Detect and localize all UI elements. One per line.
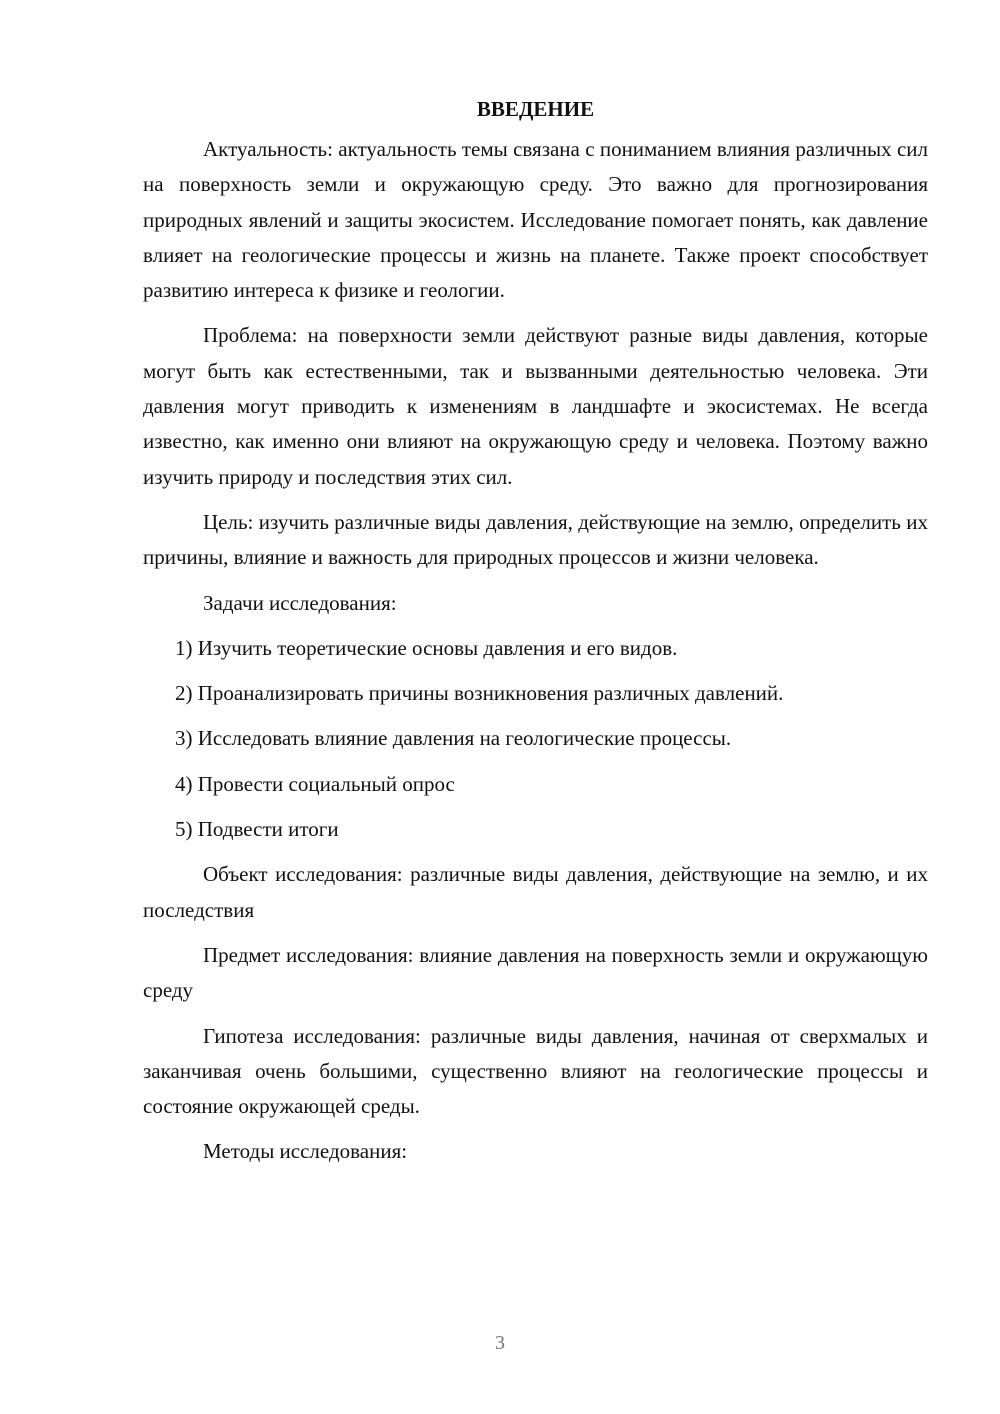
document-body	[143, 92, 928, 1180]
tasks-heading: Задачи исследования:	[203, 590, 397, 615]
list-item: 5) Подвести итоги	[175, 817, 339, 842]
goal-paragraph: Цель: изучить различные виды давления, действующие на землю, определить их причины, влияние и важность для природных процессов и жизни человека.	[143, 509, 928, 570]
list-item: 2) Проанализировать причины возникновения различных давлений.	[175, 681, 784, 706]
page-number: 3	[495, 1332, 505, 1354]
tasks-list	[143, 631, 928, 847]
object-paragraph: Объект исследования: различные виды давления, действующие на землю, и их последствия	[143, 862, 928, 922]
subject-paragraph: Предмет исследования: влияние давления на поверхность земли и окружающую среду	[143, 942, 928, 1003]
relevance-paragraph: Актуальность: актуальность темы связана с пониманием влияния различных сил на поверхность земли и окружающую среду. Это важно для прогнозирования природных явлений и защиты экосистем. Исследование помогает понять, как давление влияет на геологические процессы и жизнь на планете. Также проект способствует развитию интереса к физике и геологии.	[143, 137, 928, 303]
section-title: ВВЕДЕНИЕ	[476, 97, 595, 121]
list-item: 3) Исследовать влияние давления на геологические процессы.	[175, 726, 732, 751]
methods-paragraph: Методы исследования:	[203, 1139, 408, 1164]
hypothesis-paragraph: Гипотеза исследования: различные виды давления, начиная от сверхмалых и заканчивая очень большими, существенно влияют на геологические процессы и состояние окружающей среды.	[143, 1023, 928, 1119]
list-item: 1) Изучить теоретические основы давления и его видов.	[175, 635, 678, 660]
list-item: 4) Провести социальный опрос	[175, 771, 455, 796]
problem-paragraph: Проблема: на поверхности земли действуют разные виды давления, которые могут быть как естественными, так и вызванными деятельностью человека. Эти давления могут приводить к изменениям в ландшафте и экосистемах. Не всегда известно, как именно они влияют на окружающую среду и человека. Поэтому важно изучить природу и последствия этих сил.	[143, 323, 928, 489]
